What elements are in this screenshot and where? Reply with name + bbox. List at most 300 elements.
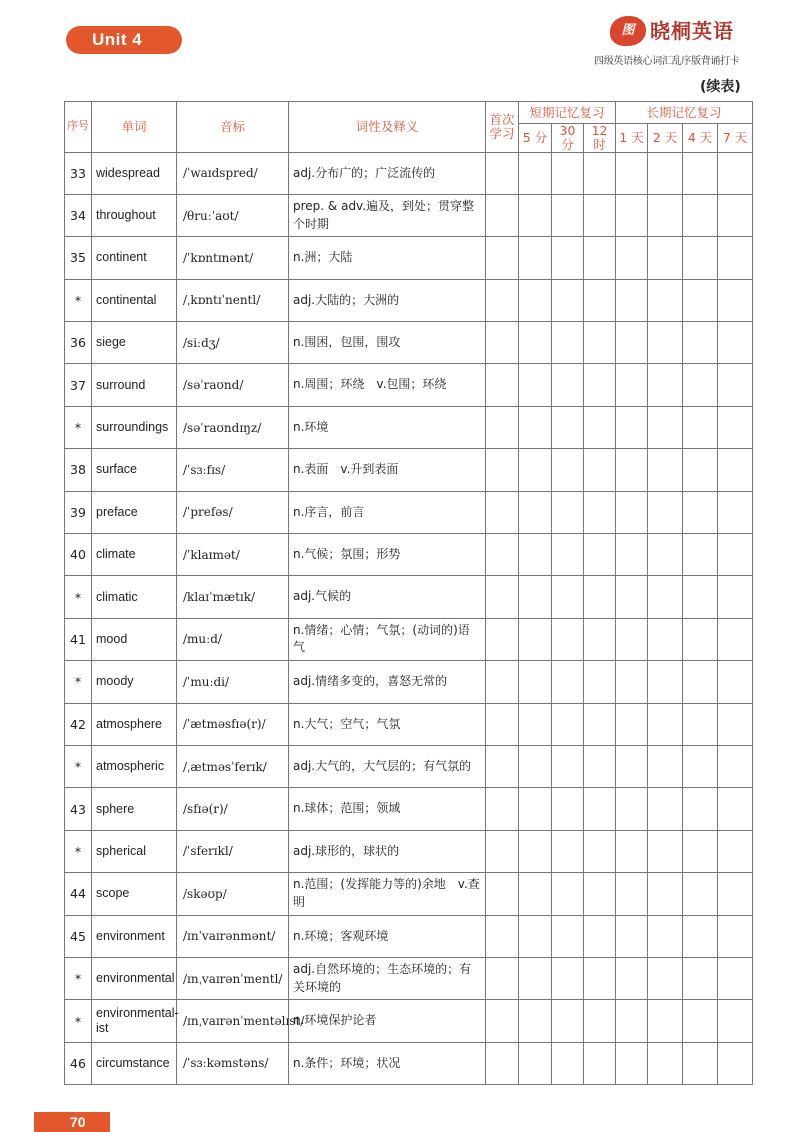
- review-checkbox-cell[interactable]: [486, 915, 519, 957]
- vocabulary-table: [64, 101, 753, 1085]
- review-checkbox-cell[interactable]: [683, 534, 718, 576]
- row-meaning: n.球体；范围；领域: [289, 788, 486, 830]
- table-row: [65, 661, 753, 703]
- row-phonetic: /skəʊp/: [177, 873, 289, 915]
- review-checkbox-cell[interactable]: [648, 491, 683, 533]
- review-checkbox-cell[interactable]: [648, 915, 683, 957]
- row-phonetic: /ɪnˌvaɪrənˈmentl/: [177, 957, 289, 999]
- review-checkbox-cell[interactable]: [616, 194, 648, 236]
- row-meaning: n.序言，前言: [289, 491, 486, 533]
- review-checkbox-cell[interactable]: [648, 279, 683, 321]
- table-row: [65, 491, 753, 533]
- table-row: [65, 788, 753, 830]
- table-row: [65, 449, 753, 491]
- review-checkbox-cell[interactable]: [584, 449, 616, 491]
- review-checkbox-cell[interactable]: [683, 194, 718, 236]
- review-checkbox-cell[interactable]: [552, 788, 584, 830]
- review-checkbox-cell[interactable]: [519, 237, 552, 279]
- table-row: [65, 618, 753, 660]
- review-checkbox-cell[interactable]: [648, 788, 683, 830]
- review-checkbox-cell[interactable]: [552, 491, 584, 533]
- review-checkbox-cell[interactable]: [519, 873, 552, 915]
- row-word: preface: [92, 491, 177, 533]
- review-checkbox-cell[interactable]: [486, 194, 519, 236]
- review-checkbox-cell[interactable]: [683, 491, 718, 533]
- row-meaning: n.环境；客观环境: [289, 915, 486, 957]
- review-checkbox-cell[interactable]: [718, 152, 753, 194]
- row-meaning: n.气候；氛围；形势: [289, 534, 486, 576]
- review-checkbox-cell[interactable]: [683, 618, 718, 660]
- row-meaning: adj.大陆的；大洲的: [289, 279, 486, 321]
- review-checkbox-cell[interactable]: [616, 449, 648, 491]
- review-checkbox-cell[interactable]: [519, 491, 552, 533]
- review-checkbox-cell[interactable]: [584, 279, 616, 321]
- row-word: sphere: [92, 788, 177, 830]
- review-checkbox-cell[interactable]: [584, 957, 616, 999]
- table-row: [65, 364, 753, 406]
- review-checkbox-cell[interactable]: [683, 957, 718, 999]
- row-meaning: n.环境: [289, 406, 486, 448]
- review-checkbox-cell[interactable]: [683, 1000, 718, 1042]
- review-checkbox-cell[interactable]: [584, 406, 616, 448]
- review-checkbox-cell[interactable]: [584, 788, 616, 830]
- table-row: [65, 534, 753, 576]
- table-row: [65, 194, 753, 236]
- review-checkbox-cell[interactable]: [648, 364, 683, 406]
- review-checkbox-cell[interactable]: [718, 237, 753, 279]
- row-num: *: [65, 830, 92, 872]
- table-header-row-1: [65, 102, 753, 124]
- review-checkbox-cell[interactable]: [519, 534, 552, 576]
- review-checkbox-cell[interactable]: [486, 576, 519, 618]
- row-phonetic: /ˈkɒntɪnənt/: [177, 237, 289, 279]
- review-checkbox-cell[interactable]: [718, 449, 753, 491]
- review-checkbox-cell[interactable]: [519, 830, 552, 872]
- review-checkbox-cell[interactable]: [718, 661, 753, 703]
- row-word: siege: [92, 322, 177, 364]
- header-first-study: 首次学习: [486, 102, 519, 153]
- row-num: 45: [65, 915, 92, 957]
- row-num: 35: [65, 237, 92, 279]
- row-meaning: n.大气；空气；气氛: [289, 703, 486, 745]
- header-phonetic: 音标: [177, 102, 289, 153]
- row-num: *: [65, 1000, 92, 1042]
- review-checkbox-cell[interactable]: [486, 618, 519, 660]
- row-meaning: adj.情绪多变的，喜怒无常的: [289, 661, 486, 703]
- row-meaning: n.表面 v.升到表面: [289, 449, 486, 491]
- review-checkbox-cell[interactable]: [486, 745, 519, 787]
- review-checkbox-cell[interactable]: [552, 1000, 584, 1042]
- review-checkbox-cell[interactable]: [486, 152, 519, 194]
- review-checkbox-cell[interactable]: [648, 703, 683, 745]
- review-checkbox-cell[interactable]: [683, 873, 718, 915]
- review-checkbox-cell[interactable]: [648, 152, 683, 194]
- review-checkbox-cell[interactable]: [486, 957, 519, 999]
- review-checkbox-cell[interactable]: [519, 364, 552, 406]
- review-checkbox-cell[interactable]: [584, 618, 616, 660]
- page-number: 70: [34, 1112, 110, 1132]
- review-checkbox-cell[interactable]: [584, 830, 616, 872]
- review-checkbox-cell[interactable]: [552, 830, 584, 872]
- review-checkbox-cell[interactable]: [519, 957, 552, 999]
- review-checkbox-cell[interactable]: [648, 957, 683, 999]
- row-phonetic: /ɪnˌvaɪrənˈmentəlɪst/: [177, 1000, 289, 1042]
- review-checkbox-cell[interactable]: [648, 745, 683, 787]
- review-checkbox-cell[interactable]: [486, 322, 519, 364]
- row-num: *: [65, 279, 92, 321]
- review-checkbox-cell[interactable]: [683, 661, 718, 703]
- table-row: [65, 703, 753, 745]
- row-phonetic: /səˈraʊndɪŋz/: [177, 406, 289, 448]
- row-meaning: n.情绪；心情；气氛；(动词的)语气: [289, 618, 486, 660]
- review-checkbox-cell[interactable]: [552, 364, 584, 406]
- row-meaning: n.围困，包围，围攻: [289, 322, 486, 364]
- review-checkbox-cell[interactable]: [584, 534, 616, 576]
- review-checkbox-cell[interactable]: [648, 406, 683, 448]
- review-checkbox-cell[interactable]: [718, 1042, 753, 1084]
- review-checkbox-cell[interactable]: [616, 1042, 648, 1084]
- review-checkbox-cell[interactable]: [718, 534, 753, 576]
- row-word: environmental: [92, 957, 177, 999]
- review-checkbox-cell[interactable]: [584, 873, 616, 915]
- table-row: [65, 576, 753, 618]
- review-checkbox-cell[interactable]: [552, 322, 584, 364]
- logo-text: 晓桐英语: [650, 19, 734, 43]
- review-checkbox-cell[interactable]: [519, 279, 552, 321]
- row-meaning: adj.大气的，大气层的；有气氛的: [289, 745, 486, 787]
- review-checkbox-cell[interactable]: [683, 406, 718, 448]
- review-checkbox-cell[interactable]: [683, 830, 718, 872]
- review-checkbox-cell[interactable]: [552, 279, 584, 321]
- review-checkbox-cell[interactable]: [683, 364, 718, 406]
- row-phonetic: /ˈsɜːkəmstəns/: [177, 1042, 289, 1084]
- review-checkbox-cell[interactable]: [552, 152, 584, 194]
- book-subtitle: 四级英语核心词汇乱序版背诵打卡: [594, 56, 740, 67]
- row-word: environment: [92, 915, 177, 957]
- table-row: [65, 745, 753, 787]
- header-interval: 7 天: [718, 124, 753, 153]
- table-body: [65, 152, 753, 1085]
- review-checkbox-cell[interactable]: [584, 661, 616, 703]
- row-phonetic: /ˌætməsˈferɪk/: [177, 745, 289, 787]
- row-meaning: prep. & adv.遍及，到处；贯穿整个时期: [289, 194, 486, 236]
- review-checkbox-cell[interactable]: [616, 873, 648, 915]
- review-checkbox-cell[interactable]: [519, 152, 552, 194]
- row-word: atmosphere: [92, 703, 177, 745]
- review-checkbox-cell[interactable]: [519, 788, 552, 830]
- review-checkbox-cell[interactable]: [616, 661, 648, 703]
- row-word: surround: [92, 364, 177, 406]
- review-checkbox-cell[interactable]: [616, 915, 648, 957]
- row-word: circumstance: [92, 1042, 177, 1084]
- review-checkbox-cell[interactable]: [552, 406, 584, 448]
- review-checkbox-cell[interactable]: [519, 406, 552, 448]
- review-checkbox-cell[interactable]: [718, 957, 753, 999]
- review-checkbox-cell[interactable]: [584, 322, 616, 364]
- row-num: 41: [65, 618, 92, 660]
- review-checkbox-cell[interactable]: [648, 1000, 683, 1042]
- review-checkbox-cell[interactable]: [718, 915, 753, 957]
- review-checkbox-cell[interactable]: [616, 279, 648, 321]
- review-checkbox-cell[interactable]: [584, 915, 616, 957]
- header-long-term: 长期记忆复习: [616, 102, 753, 124]
- review-checkbox-cell[interactable]: [718, 406, 753, 448]
- review-checkbox-cell[interactable]: [718, 618, 753, 660]
- review-checkbox-cell[interactable]: [584, 1042, 616, 1084]
- review-checkbox-cell[interactable]: [552, 237, 584, 279]
- row-num: 33: [65, 152, 92, 194]
- row-phonetic: /ɪnˈvaɪrənmənt/: [177, 915, 289, 957]
- header-word: 单词: [92, 102, 177, 153]
- row-word: atmospheric: [92, 745, 177, 787]
- review-checkbox-cell[interactable]: [718, 576, 753, 618]
- publisher-logo: [594, 10, 760, 70]
- row-num: 37: [65, 364, 92, 406]
- review-checkbox-cell[interactable]: [486, 1000, 519, 1042]
- table-row: [65, 873, 753, 915]
- row-word: climate: [92, 534, 177, 576]
- review-checkbox-cell[interactable]: [616, 830, 648, 872]
- review-checkbox-cell[interactable]: [648, 449, 683, 491]
- review-checkbox-cell[interactable]: [683, 152, 718, 194]
- review-checkbox-cell[interactable]: [486, 406, 519, 448]
- review-checkbox-cell[interactable]: [683, 1042, 718, 1084]
- review-checkbox-cell[interactable]: [648, 830, 683, 872]
- review-checkbox-cell[interactable]: [584, 1000, 616, 1042]
- review-checkbox-cell[interactable]: [486, 661, 519, 703]
- header-interval: 2 天: [648, 124, 683, 153]
- review-checkbox-cell[interactable]: [683, 788, 718, 830]
- row-num: 42: [65, 703, 92, 745]
- review-checkbox-cell[interactable]: [486, 1042, 519, 1084]
- review-checkbox-cell[interactable]: [519, 1042, 552, 1084]
- review-checkbox-cell[interactable]: [486, 830, 519, 872]
- review-checkbox-cell[interactable]: [718, 491, 753, 533]
- row-phonetic: /səˈraʊnd/: [177, 364, 289, 406]
- review-checkbox-cell[interactable]: [648, 1042, 683, 1084]
- header-interval: 1 天: [616, 124, 648, 153]
- review-checkbox-cell[interactable]: [648, 873, 683, 915]
- review-checkbox-cell[interactable]: [718, 873, 753, 915]
- row-meaning: n.洲；大陆: [289, 237, 486, 279]
- review-checkbox-cell[interactable]: [584, 194, 616, 236]
- table-row: [65, 1042, 753, 1084]
- row-word: widespread: [92, 152, 177, 194]
- row-word: continent: [92, 237, 177, 279]
- review-checkbox-cell[interactable]: [616, 1000, 648, 1042]
- row-word: environmental-ist: [92, 1000, 177, 1042]
- review-checkbox-cell[interactable]: [683, 703, 718, 745]
- review-checkbox-cell[interactable]: [648, 661, 683, 703]
- table-row: [65, 915, 753, 957]
- review-checkbox-cell[interactable]: [718, 788, 753, 830]
- table-row: [65, 957, 753, 999]
- review-checkbox-cell[interactable]: [616, 957, 648, 999]
- row-word: spherical: [92, 830, 177, 872]
- review-checkbox-cell[interactable]: [616, 152, 648, 194]
- review-checkbox-cell[interactable]: [616, 406, 648, 448]
- review-checkbox-cell[interactable]: [683, 449, 718, 491]
- row-phonetic: /muːd/: [177, 618, 289, 660]
- review-checkbox-cell[interactable]: [519, 915, 552, 957]
- row-meaning: n.条件；环境；状况: [289, 1042, 486, 1084]
- header-interval: 4 天: [683, 124, 718, 153]
- review-checkbox-cell[interactable]: [552, 915, 584, 957]
- header-num: 序号: [65, 102, 92, 153]
- row-num: 36: [65, 322, 92, 364]
- review-checkbox-cell[interactable]: [486, 534, 519, 576]
- review-checkbox-cell[interactable]: [552, 618, 584, 660]
- review-checkbox-cell[interactable]: [683, 576, 718, 618]
- review-checkbox-cell[interactable]: [519, 449, 552, 491]
- review-checkbox-cell[interactable]: [718, 1000, 753, 1042]
- header-interval: 12 时: [584, 124, 616, 153]
- row-phonetic: /ˈwaɪdspred/: [177, 152, 289, 194]
- unit-badge: Unit 4: [66, 26, 182, 54]
- review-checkbox-cell[interactable]: [486, 364, 519, 406]
- review-checkbox-cell[interactable]: [519, 661, 552, 703]
- review-checkbox-cell[interactable]: [486, 449, 519, 491]
- review-checkbox-cell[interactable]: [616, 576, 648, 618]
- header-meaning: 词性及释义: [289, 102, 486, 153]
- review-checkbox-cell[interactable]: [486, 873, 519, 915]
- logo-mark-icon: 图: [610, 16, 646, 46]
- review-checkbox-cell[interactable]: [616, 237, 648, 279]
- review-checkbox-cell[interactable]: [616, 491, 648, 533]
- review-checkbox-cell[interactable]: [683, 915, 718, 957]
- review-checkbox-cell[interactable]: [552, 534, 584, 576]
- row-num: *: [65, 576, 92, 618]
- row-word: scope: [92, 873, 177, 915]
- review-checkbox-cell[interactable]: [486, 491, 519, 533]
- row-meaning: n.范围；(发挥能力等的)余地 v.查明: [289, 873, 486, 915]
- review-checkbox-cell[interactable]: [552, 745, 584, 787]
- review-checkbox-cell[interactable]: [552, 576, 584, 618]
- row-num: *: [65, 661, 92, 703]
- review-checkbox-cell[interactable]: [683, 745, 718, 787]
- table-row: [65, 152, 753, 194]
- review-checkbox-cell[interactable]: [683, 237, 718, 279]
- review-checkbox-cell[interactable]: [616, 534, 648, 576]
- row-num: *: [65, 406, 92, 448]
- row-num: 43: [65, 788, 92, 830]
- review-checkbox-cell[interactable]: [519, 618, 552, 660]
- review-checkbox-cell[interactable]: [552, 873, 584, 915]
- table-row: [65, 237, 753, 279]
- review-checkbox-cell[interactable]: [718, 830, 753, 872]
- review-checkbox-cell[interactable]: [648, 194, 683, 236]
- row-word: climatic: [92, 576, 177, 618]
- table-row: [65, 1000, 753, 1042]
- review-checkbox-cell[interactable]: [718, 194, 753, 236]
- row-phonetic: /ˌkɒntɪˈnentl/: [177, 279, 289, 321]
- row-meaning: adj.气候的: [289, 576, 486, 618]
- review-checkbox-cell[interactable]: [552, 1042, 584, 1084]
- review-checkbox-cell[interactable]: [486, 237, 519, 279]
- header-short-term: 短期记忆复习: [519, 102, 616, 124]
- review-checkbox-cell[interactable]: [584, 576, 616, 618]
- review-checkbox-cell[interactable]: [519, 745, 552, 787]
- review-checkbox-cell[interactable]: [552, 449, 584, 491]
- row-phonetic: /ˈprefəs/: [177, 491, 289, 533]
- review-checkbox-cell[interactable]: [552, 194, 584, 236]
- review-checkbox-cell[interactable]: [616, 364, 648, 406]
- review-checkbox-cell[interactable]: [616, 322, 648, 364]
- review-checkbox-cell[interactable]: [552, 661, 584, 703]
- row-meaning: adj.自然环境的；生态环境的；有关环境的: [289, 957, 486, 999]
- review-checkbox-cell[interactable]: [552, 703, 584, 745]
- row-word: moody: [92, 661, 177, 703]
- review-checkbox-cell[interactable]: [718, 364, 753, 406]
- row-num: 44: [65, 873, 92, 915]
- row-word: mood: [92, 618, 177, 660]
- row-num: *: [65, 957, 92, 999]
- row-word: surface: [92, 449, 177, 491]
- review-checkbox-cell[interactable]: [683, 322, 718, 364]
- row-num: *: [65, 745, 92, 787]
- row-phonetic: /ˈklaɪmət/: [177, 534, 289, 576]
- review-checkbox-cell[interactable]: [519, 576, 552, 618]
- review-checkbox-cell[interactable]: [718, 703, 753, 745]
- review-checkbox-cell[interactable]: [648, 322, 683, 364]
- review-checkbox-cell[interactable]: [584, 703, 616, 745]
- review-checkbox-cell[interactable]: [718, 322, 753, 364]
- review-checkbox-cell[interactable]: [519, 703, 552, 745]
- table-row: [65, 322, 753, 364]
- row-num: 40: [65, 534, 92, 576]
- review-checkbox-cell[interactable]: [519, 1000, 552, 1042]
- review-checkbox-cell[interactable]: [584, 237, 616, 279]
- header-interval: 30 分: [552, 124, 584, 153]
- table-row: [65, 406, 753, 448]
- row-phonetic: /sfɪə(r)/: [177, 788, 289, 830]
- review-checkbox-cell[interactable]: [616, 745, 648, 787]
- review-checkbox-cell[interactable]: [584, 745, 616, 787]
- review-checkbox-cell[interactable]: [616, 703, 648, 745]
- review-checkbox-cell[interactable]: [584, 152, 616, 194]
- review-checkbox-cell[interactable]: [648, 618, 683, 660]
- review-checkbox-cell[interactable]: [718, 279, 753, 321]
- row-meaning: adj.球形的，球状的: [289, 830, 486, 872]
- row-phonetic: /ˈmuːdi/: [177, 661, 289, 703]
- review-checkbox-cell[interactable]: [648, 237, 683, 279]
- review-checkbox-cell[interactable]: [718, 745, 753, 787]
- row-phonetic: /ˈætməsfɪə(r)/: [177, 703, 289, 745]
- review-checkbox-cell[interactable]: [519, 194, 552, 236]
- row-phonetic: /klaɪˈmætɪk/: [177, 576, 289, 618]
- row-meaning: n.环境保护论者: [289, 1000, 486, 1042]
- review-checkbox-cell[interactable]: [616, 618, 648, 660]
- review-checkbox-cell[interactable]: [683, 279, 718, 321]
- row-num: 38: [65, 449, 92, 491]
- review-checkbox-cell[interactable]: [552, 957, 584, 999]
- row-num: 46: [65, 1042, 92, 1084]
- review-checkbox-cell[interactable]: [519, 322, 552, 364]
- review-checkbox-cell[interactable]: [584, 364, 616, 406]
- review-checkbox-cell[interactable]: [486, 703, 519, 745]
- table-row: [65, 279, 753, 321]
- review-checkbox-cell[interactable]: [486, 788, 519, 830]
- header-interval: 5 分: [519, 124, 552, 153]
- row-num: 39: [65, 491, 92, 533]
- review-checkbox-cell[interactable]: [486, 279, 519, 321]
- review-checkbox-cell[interactable]: [616, 788, 648, 830]
- review-checkbox-cell[interactable]: [648, 576, 683, 618]
- review-checkbox-cell[interactable]: [584, 491, 616, 533]
- review-checkbox-cell[interactable]: [648, 534, 683, 576]
- row-meaning: n.周围；环绕 v.包围；环绕: [289, 364, 486, 406]
- row-meaning: adj.分布广的；广泛流传的: [289, 152, 486, 194]
